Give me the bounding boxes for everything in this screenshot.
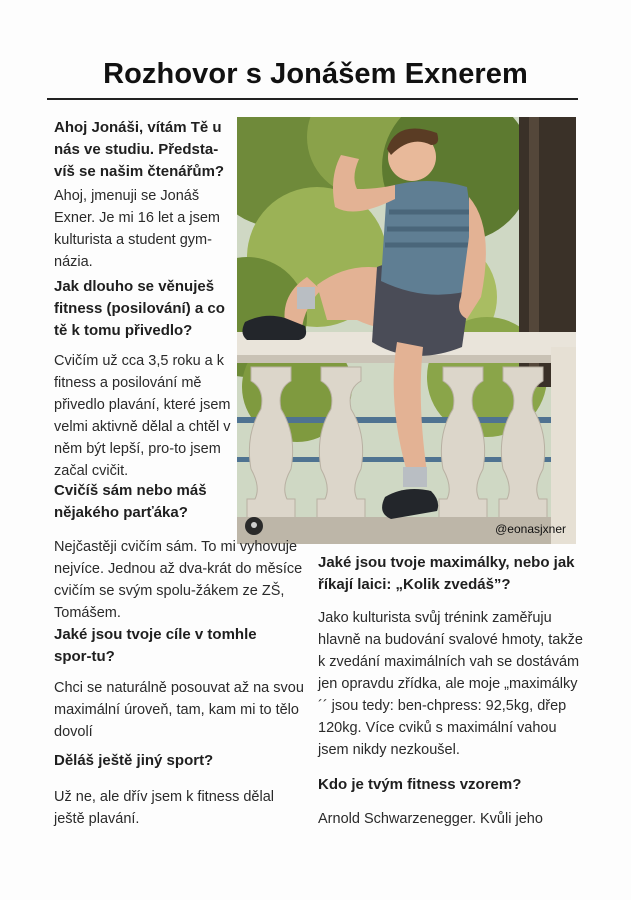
- answer-4: Chci se naturálně posouvat až na svou maximální úroveň, tam, kam mi to tělo dovolí: [54, 680, 304, 740]
- article-title: Rozhovor s Jonášem Exnerem: [103, 58, 528, 90]
- answer-3: Nejčastěji cvičím sám. To mi vyhovuje nejvíce. Jednou až dva-krát do měsíce cvičím se svým spolu-žákem ze ZŠ, Tomášem.: [54, 539, 303, 621]
- question-6: Jaké jsou tvoje maximálky, nebo jak říkají laici: „Kolik zvedáš”?: [318, 554, 575, 593]
- question-7: Kdo je tvým fitness vzorem?: [318, 776, 522, 793]
- user-icon: [245, 517, 263, 535]
- answer-5: Už ne, ale dřív jsem k fitness dělal ještě plavání.: [54, 789, 275, 827]
- photo-credit: @eonasjxner: [495, 522, 566, 536]
- question-5: Děláš ještě jiný sport?: [54, 752, 214, 769]
- answer-1: Ahoj, jmenuji se Jonáš Exner. Je mi 16 let a jsem kulturista a student gym-názia.: [54, 188, 221, 270]
- question-3: Cvičíš sám nebo máš nějakého parťáka?: [54, 482, 207, 521]
- answer-7: Arnold Schwarzenegger. Kvůli jeho: [318, 811, 543, 827]
- title-rule: [47, 98, 578, 100]
- article-photo: [237, 117, 576, 544]
- question-2: Jak dlouho se věnuješ fitness (posilování) a co tě k tomu přivedlo?: [54, 278, 225, 339]
- answer-6: Jako kulturista svůj trénink zaměřuju hlavně na budování svalové hmoty, takže k zvedání maximálních vah se dostávám jen opravdu zřídka, ale moje „maximálky´´ jsou tedy: ben-chpress: 92,5kg, dřep 120kg. Více cviků s maximální vahou jsem nikdy nezkoušel.: [318, 610, 583, 758]
- photo-illustration: [237, 117, 576, 544]
- question-4: Jaké jsou tvoje cíle v tomhle spor-tu?: [54, 626, 257, 665]
- question-1: Ahoj Jonáši, vítám Tě u nás ve studiu. Předsta-víš se našim čtenářům?: [54, 119, 225, 180]
- answer-2: Cvičím už cca 3,5 roku a k fitness a posilování mě přivedlo plavání, které jsem velmi aktivně dělal a chtěl v něm být lepší, pro-to jsem začal cvičit.: [54, 353, 231, 479]
